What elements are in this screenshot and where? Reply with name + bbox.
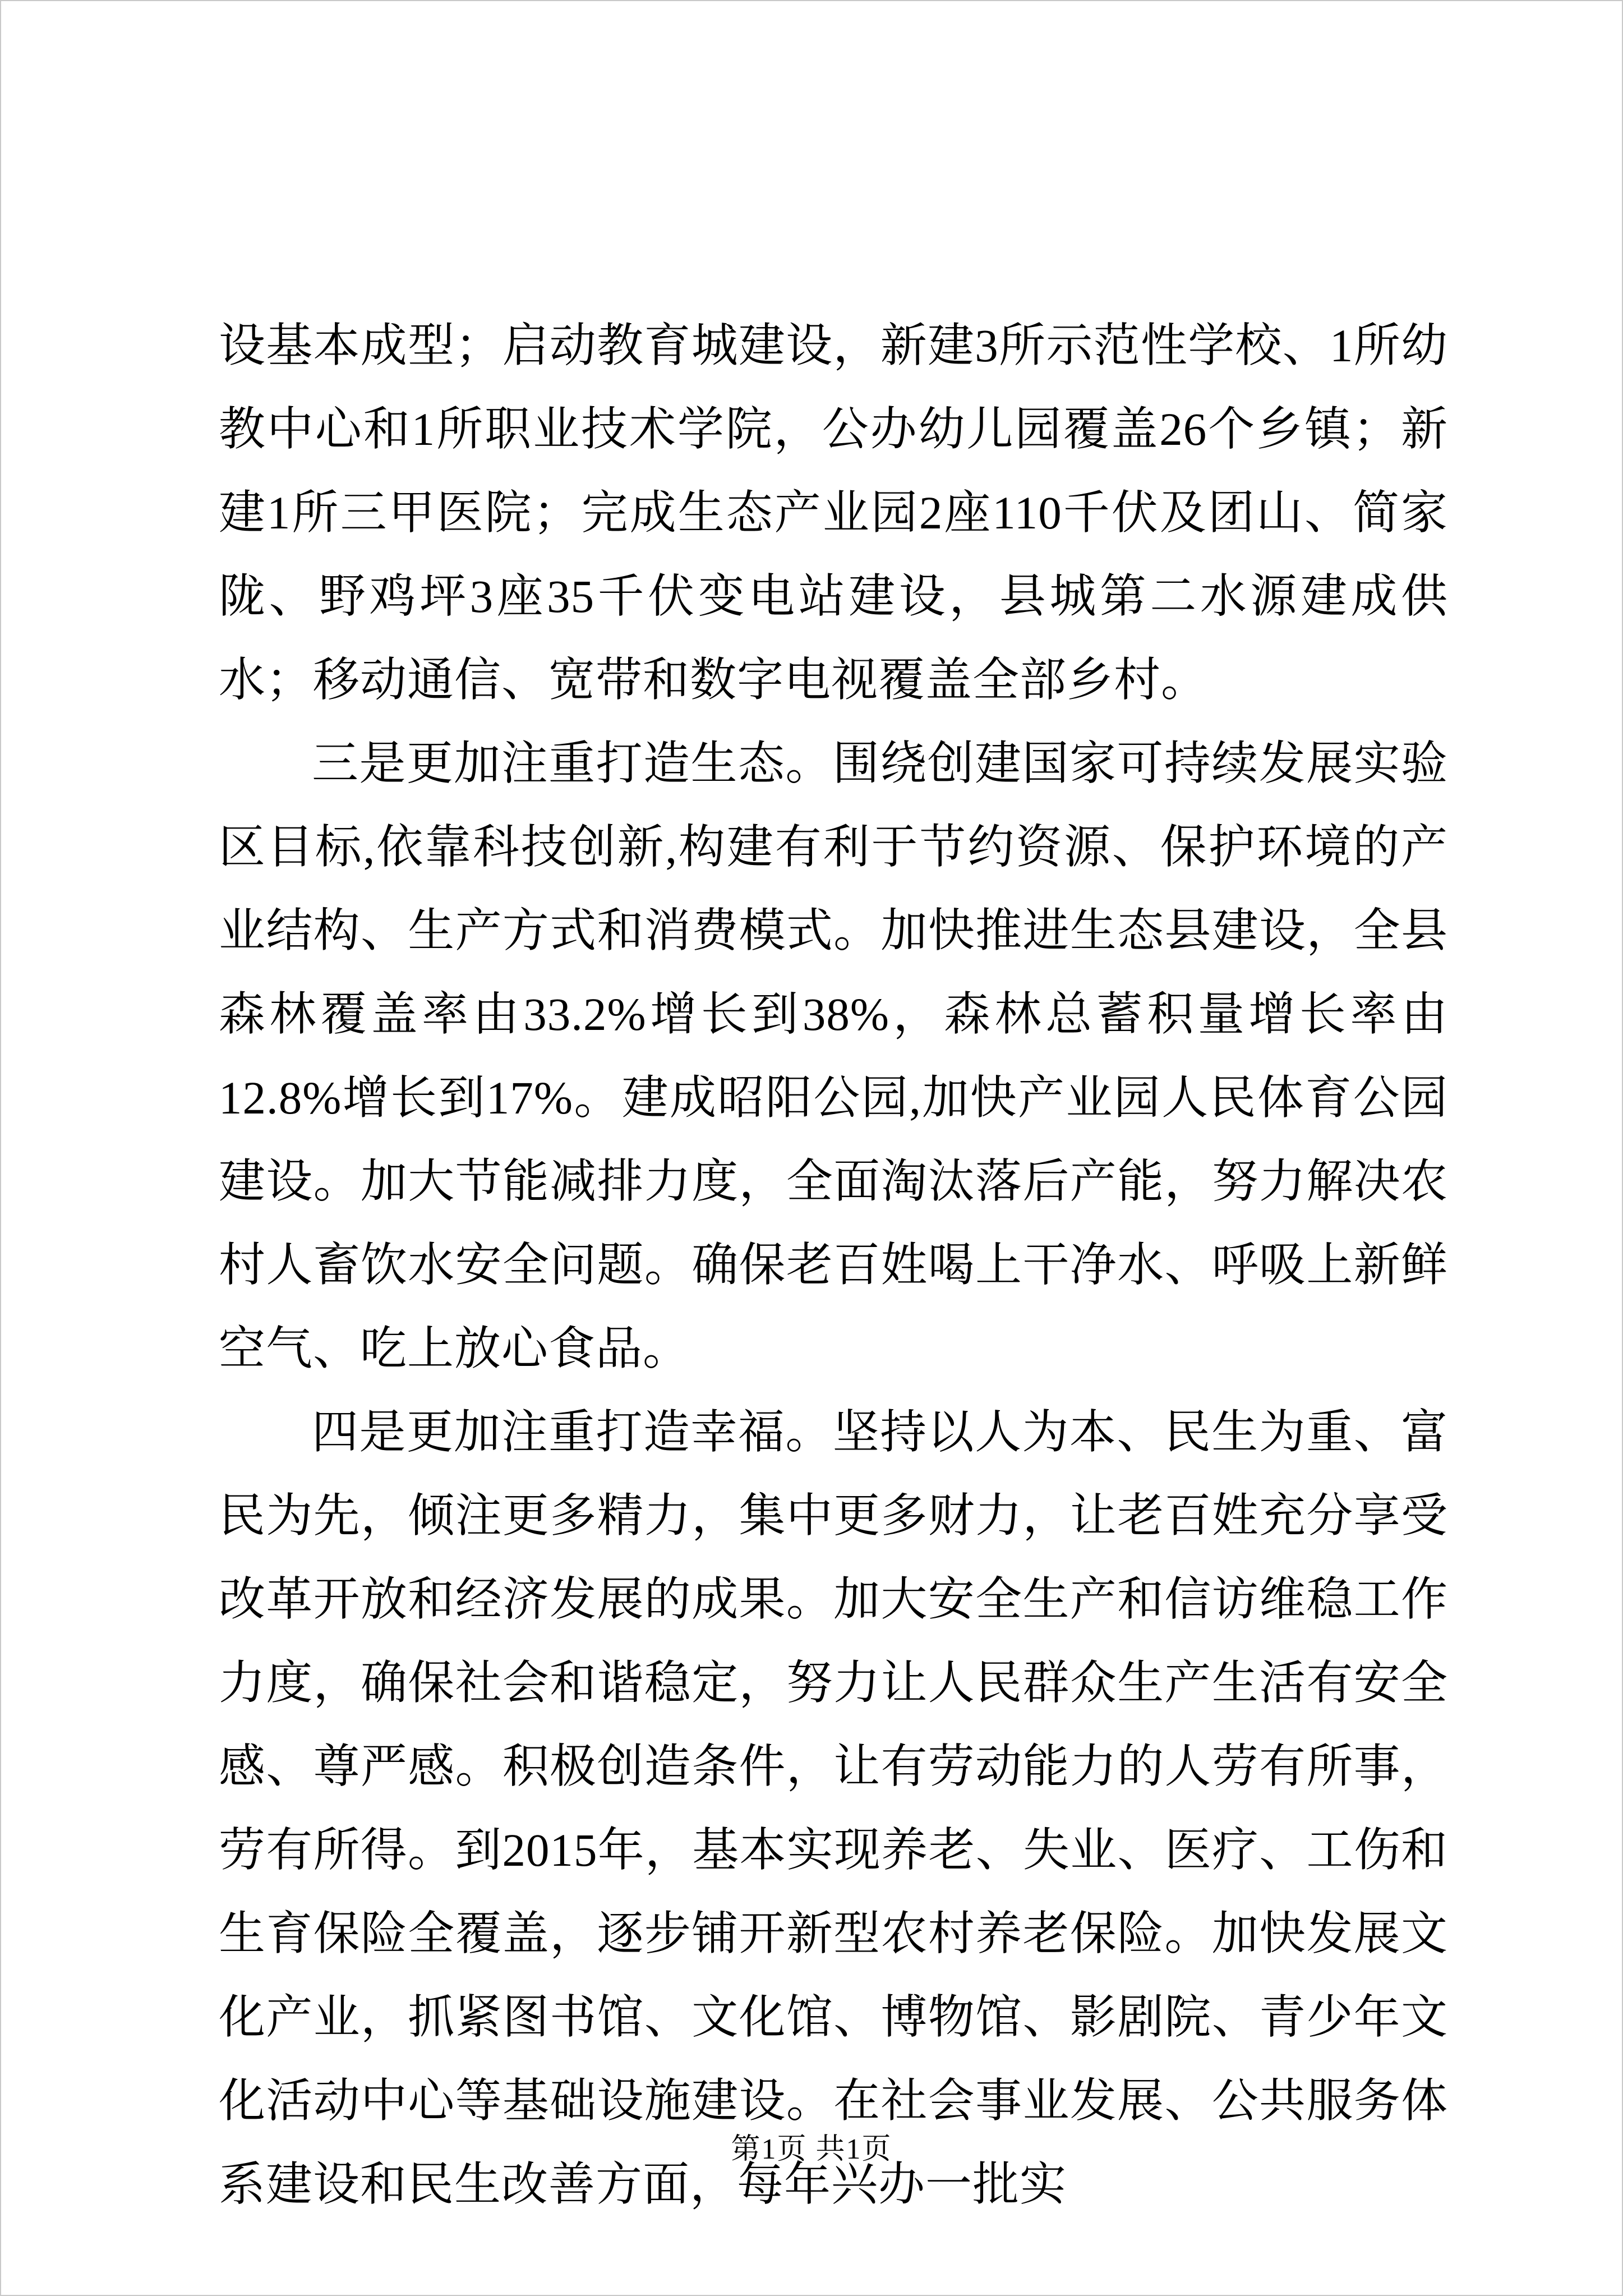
paragraph-fourth-point: 四是更加注重打造幸福。坚持以人为本、民生为重、富民为先，倾注更多精力，集中更多财力，让老百姓充分享受改革开放和经济发展的成果。加大安全生产和信访维稳工作力度，确保社会和谐稳定，努力让人民群众生产生活有安全感、尊严感。积极创造条件，让有劳动能力的人劳有所事，劳有所得。到2015年，基本实现养老、失业、医疗、工伤和生育保险全覆盖，逐步铺开新型农村养老保险。加快发展文化产业，抓紧图书馆、文化馆、博物馆、影剧院、青少年文化活动中心等基础设施建设。在社会事业发展、公共服务体系建设和民生改善方面，每年兴办一批实 bbox=[219, 1406, 1448, 2210]
page-number-indicator: 第1页 共1页 bbox=[731, 2133, 892, 2165]
page-footer bbox=[1, 2133, 1622, 2166]
paragraph-continued: 设基本成型；启动教育城建设，新建3所示范性学校、1所幼教中心和1所职业技术学院，公办幼儿园覆盖26个乡镇；新建1所三甲医院；完成生态产业园2座110千伏及团山、简家陇、野鸡坪3座35千伏变电站建设，县城第二水源建成供水；移动通信、宽带和数字电视覆盖全部乡村。 bbox=[219, 320, 1448, 706]
document-body bbox=[219, 304, 1448, 2226]
paragraph-third-point: 三是更加注重打造生态。围绕创建国家可持续发展实验区目标,依靠科技创新,构建有利于节约资源、保护环境的产业结构、生产方式和消费模式。加快推进生态县建设，全县森林覆盖率由33.2%增长到38%，森林总蓄积量增长率由12.8%增长到17%。建成昭阳公园,加快产业园人民体育公园建设。加大节能减排力度，全面淘汰落后产能，努力解决农村人畜饮水安全问题。确保老百姓喝上干净水、呼吸上新鲜空气、吃上放心食品。 bbox=[219, 738, 1448, 1374]
